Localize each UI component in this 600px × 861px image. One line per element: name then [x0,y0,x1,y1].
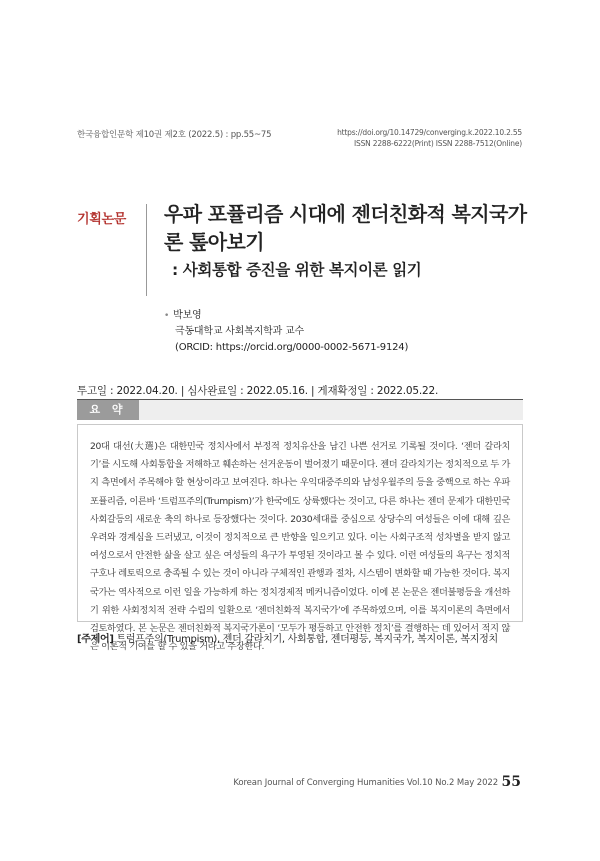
title-divider [146,204,147,296]
bullet-icon: • [164,311,170,321]
doi-link[interactable]: https://doi.org/10.14729/converging.k.2022.10.2.55 [337,128,522,137]
article-category: 기획논문 [77,212,127,227]
keywords-label: [주제어] [77,634,114,645]
page-number: 55 [501,774,521,790]
abstract-label: 요 약 [77,400,139,420]
submission-dates: 투고일 : 2022.04.20. | 심사완료일 : 2022.05.16. | 게재확정일 : 2022.05.22. [77,385,439,397]
journal-info: 한국융합인문학 제10권 제2호 (2022.5) : pp.55~75 [77,130,272,140]
abstract-header-bar [77,400,523,420]
doi-issn-block [337,127,522,149]
article-subtitle: : 사회통합 증진을 위한 복지이론 읽기 [172,261,422,279]
author-name: 박보영 [173,310,202,321]
author-affiliation: 극동대학교 사회복지학과 교수 [175,326,304,337]
abstract-text: 20대 대선(大選)은 대한민국 정치사에서 부정적 정치유산을 남긴 나쁜 선거로 기록될 것이다. ‘젠더 갈라치기’를 시도해 사회통합을 저해하고 훼손하는 선거운동이 벌어졌기 때문이다. 젠더 갈라치기는 정치적으로 두 가지 측면에서 주목해야 할 현상이라고 보여진다. 하나는 우익대중주의와 남성우월주의 등을 중핵으로 하는 우파 포퓰리즘, 이른바 ‘트럼프주의(Trumpism)’가 한국에도 상륙했다는 것이고, 다른 하나는 젠더 문제가 대한민국 사회갈등의 새로운 축의 하나로 등장했다는 것이다. 2030세대를 중심으로 상당수의 여성들은 이에 대해 깊은 우려와 경계심을 드러냈고, 이것이 정치적으로 큰 반향을 일으키고 있다. 이는 사회구조적 성차별을 받지 않고 여성으로서 안전한 삶을 살고 싶은 여성들의 욕구가 투영된 것이라고 볼 수 있다. 이런 여성들의 욕구는 정치적 구호나 레토릭으로 충족될 수 있는 것이 아니라 구체적인 관행과 절차, 시스템이 변화할 때 가능한 것이다. 복지국가는 역사적으로 이런 일을 가능하게 하는 정치경제적 메커니즘이었다. 이에 본 논문은 젠더불평등을 개선하기 위한 사회정치적 전략 수립의 일환으로 ‘젠더친화적 복지국가’에 주목하였으며, 이를 복지이론의 측면에서 검토하였다. 본 논문은 젠더친화적 복지국가론이 ‘모두가 평등하고 안전한 정치’를 결행하는 데 있어서 적지 않은 이론적 기여를 할 수 있을 거라고 주장한다. [90,441,510,653]
author-orcid[interactable]: (ORCID: https://orcid.org/0000-0002-5671-9124) [175,342,409,353]
keywords-list: 트럼프주의(Trumpism), 젠더 갈라치기, 사회통합, 젠더평등, 복지국가, 복지이론, 복지정치 [116,634,498,645]
footer-journal-name: Korean Journal of Converging Humanities Vol.10 No.2 May 2022 [233,778,498,788]
article-title: 우파 포퓰리즘 시대에 젠더친화적 복지국가론 톺아보기 [164,202,527,254]
author-line [164,308,408,324]
keywords [77,630,498,645]
issn: ISSN 2288-6222(Print) ISSN 2288-7512(Online) [354,139,522,148]
author-block [164,308,408,356]
